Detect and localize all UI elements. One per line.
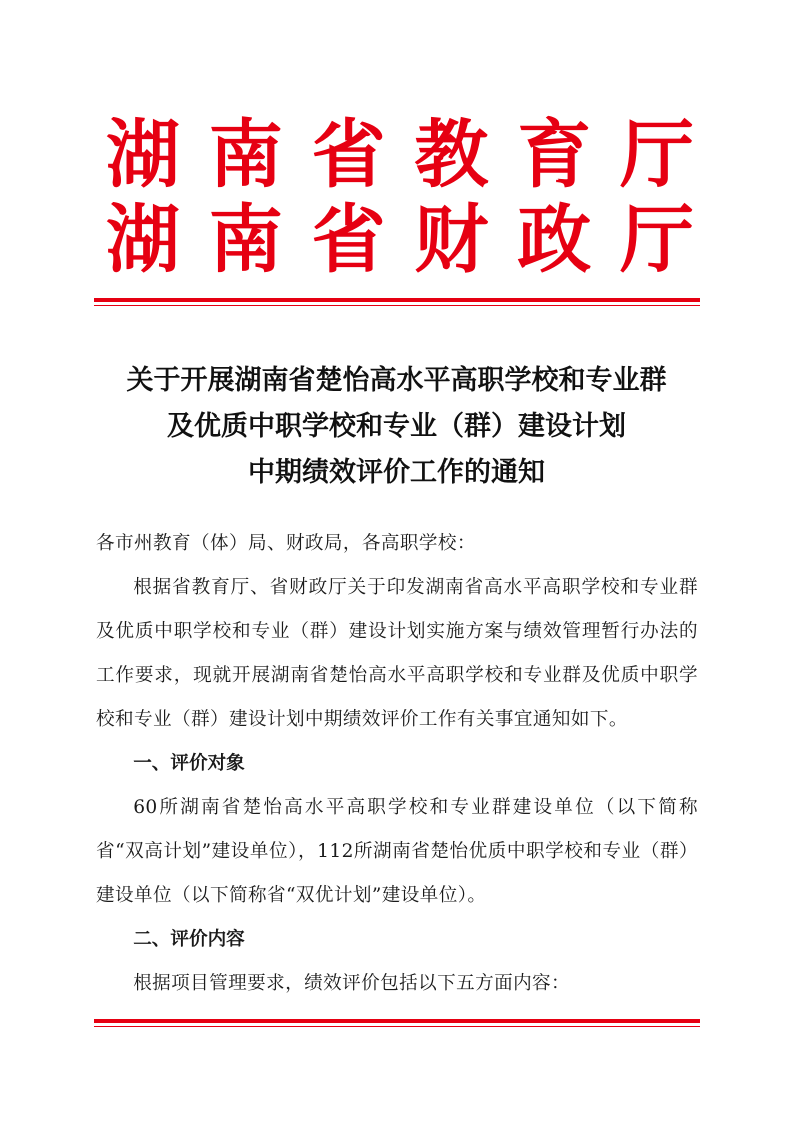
issuer-finance-department — [100, 199, 700, 281]
section-paragraph: 60所湖南省楚怡高水平高职学校和专业群建设单位（以下简称省“双高计划”建设单位），112所湖南省楚怡优质中职学校和专业（群）建设单位（以下简称省“双优计划”建设单位）。 — [96, 797, 698, 906]
document-title — [60, 358, 733, 496]
divider-thin-line — [94, 1026, 700, 1027]
section-paragraph: 根据项目管理要求，绩效评价包括以下五方面内容： — [133, 973, 571, 994]
intro-paragraph: 根据省教育厅、省财政厅关于印发湖南省高水平高职学校和专业群及优质中职学校和专业（群）建设计划实施方案与绩效管理暂行办法的工作要求，现就开展湖南省楚怡高水平高职学校和专业群及优质中职学校和专业（群）建设计划中期绩效评价工作有关事宜通知如下。 — [96, 577, 698, 730]
document-body — [96, 522, 698, 1006]
issuer-char: 南 — [208, 197, 283, 283]
issuer-char: 南 — [208, 112, 283, 198]
title-line: 中期绩效评价工作的通知 — [248, 457, 545, 488]
divider-thick-line — [94, 298, 700, 302]
divider-thick-line — [94, 1019, 700, 1023]
divider-thin-line — [94, 305, 700, 306]
issuer-char: 教 — [414, 112, 489, 198]
issuer-char: 政 — [517, 197, 592, 283]
issuer-char: 湖 — [106, 197, 180, 283]
red-header-divider — [94, 298, 700, 306]
issuer-char: 厅 — [619, 197, 694, 283]
issuer-char: 省 — [311, 112, 386, 198]
section-heading: 一、评价对象 — [133, 753, 245, 774]
section-heading: 二、评价内容 — [133, 929, 245, 950]
issuer-char: 厅 — [619, 112, 694, 198]
title-line: 关于开展湖南省楚怡高水平高职学校和专业群 — [126, 365, 667, 396]
issuer-education-department — [100, 114, 700, 196]
salutation: 各市州教育（体）局、财政局，各高职学校： — [96, 533, 476, 554]
title-line: 及优质中职学校和专业（群）建设计划 — [167, 411, 626, 442]
red-footer-divider — [94, 1019, 700, 1027]
issuer-char: 湖 — [106, 112, 180, 198]
issuer-char: 育 — [517, 112, 592, 198]
issuer-char: 省 — [311, 197, 386, 283]
issuer-char: 财 — [414, 197, 489, 283]
